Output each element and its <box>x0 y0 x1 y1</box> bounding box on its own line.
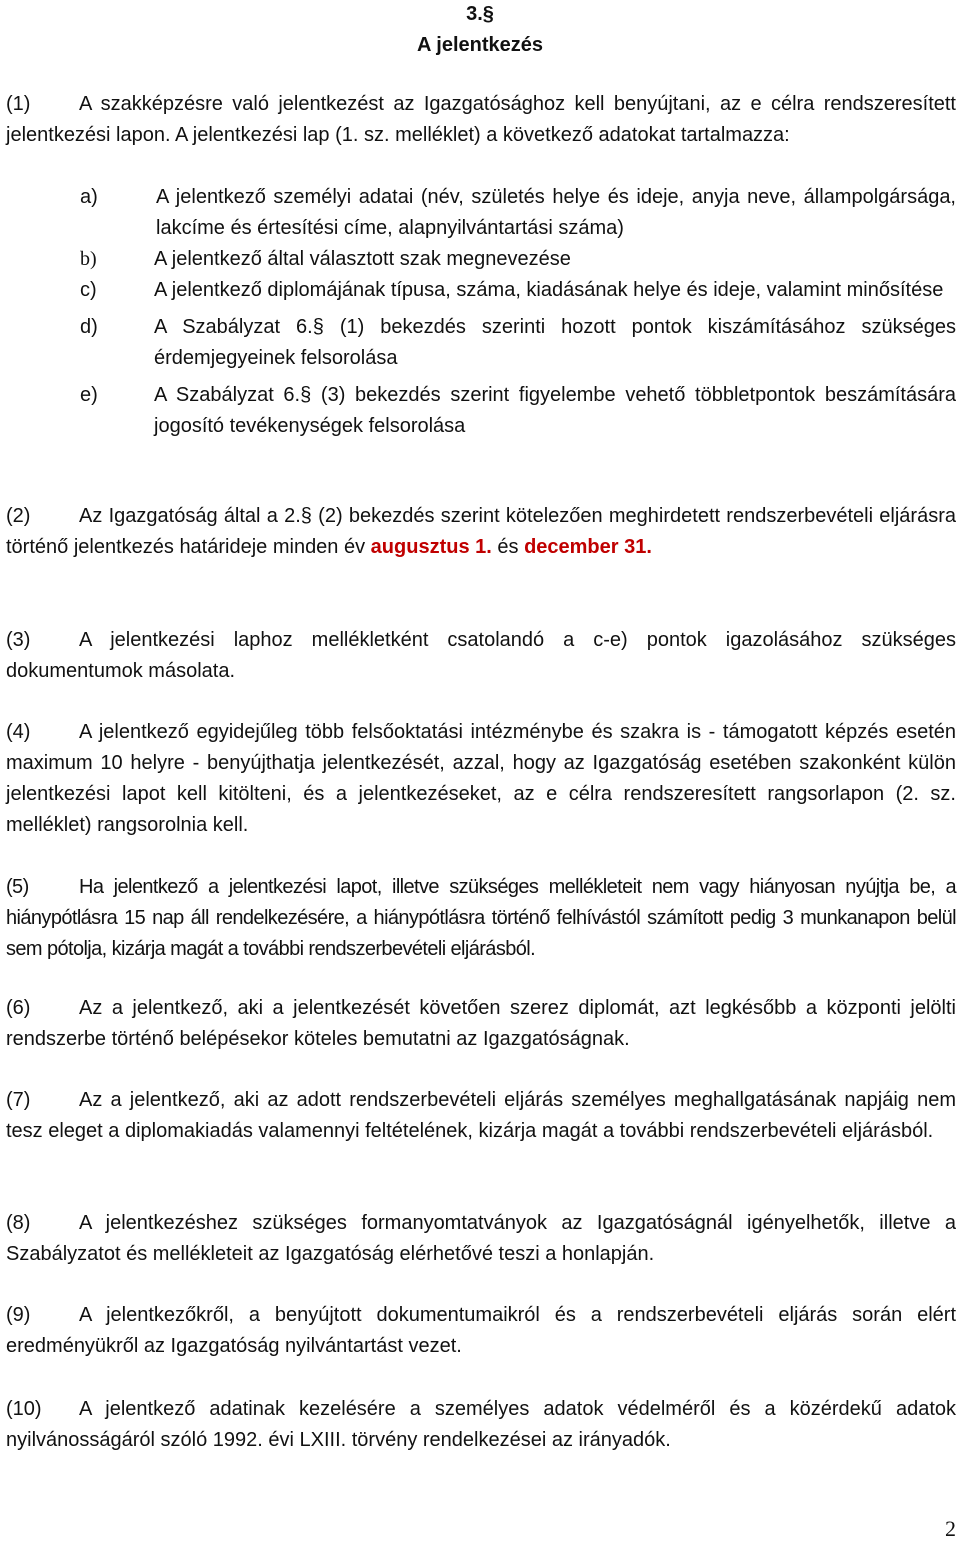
data-list <box>6 182 956 442</box>
paragraph-9 <box>6 1300 956 1362</box>
paragraph-number: (4) <box>6 721 31 743</box>
section-title: A jelentkezés <box>417 34 543 56</box>
list-letter: a) <box>80 186 98 208</box>
list-item-a <box>6 182 956 244</box>
deadline-highlight-1: augusztus 1. <box>370 536 492 558</box>
list-text: A Szabályzat 6.§ (3) bekezdés szerint figyelembe vehető többletpontok beszámítására jogosító tevékenységek felsorolása <box>154 384 956 437</box>
paragraph-number: (9) <box>6 1304 31 1326</box>
list-text: A Szabályzat 6.§ (1) bekezdés szerinti hozott pontok kiszámításához szükséges érdemjegyeinek felsorolása <box>154 316 956 369</box>
list-text: A jelentkező személyi adatai (név, születés helye és ideje, anyja neve, állampolgársága, lakcíme és értesítési címe, alapnyilvántartási száma) <box>156 186 956 239</box>
section-heading <box>0 0 960 61</box>
paragraph-text: A jelentkezőkről, a benyújtott dokumentumaikról és a rendszerbevételi eljárás során elért eredményükről az Igazgatóság nyilvántartást vezet. <box>6 1304 956 1357</box>
list-item-c <box>6 275 956 306</box>
paragraph-number: (5) <box>6 876 29 898</box>
paragraph-number: (8) <box>6 1212 31 1234</box>
list-letter: e) <box>80 384 98 406</box>
paragraph-text: Az a jelentkező, aki az adott rendszerbevételi eljárás személyes meghallgatásának napjáig nem tesz eleget a diplomakiadás valamennyi feltételének, kizárja magát a további rendszerbevételi eljárásból. <box>6 1089 956 1142</box>
paragraph-8 <box>6 1208 956 1270</box>
paragraph-text: A jelentkezéshez szükséges formanyomtatványok az Igazgatóságnál igényelhetők, illetve a Szabályzatot és mellékleteit az Igazgatóság elérhetővé teszi a honlapján. <box>6 1212 956 1265</box>
paragraph-number: (2) <box>6 505 31 527</box>
list-letter: c) <box>80 279 97 301</box>
paragraph-6 <box>6 993 956 1055</box>
list-text: A jelentkező által választott szak megnevezése <box>154 248 571 270</box>
deadline-highlight-2: december 31. <box>524 536 652 558</box>
list-item-d <box>6 312 956 374</box>
paragraph-text: A jelentkező adatinak kezelésére a személyes adatok védelméről és a közérdekű adatok nyilvánosságáról szóló 1992. évi LXIII. törvény rendelkezései az irányadók. <box>6 1398 956 1451</box>
paragraph-text: Az Igazgatóság által a 2.§ (2) bekezdés szerint kötelezően meghirdetett rendszerbevételi eljárásra történő jelentkezés határideje minden év <box>6 505 956 558</box>
paragraph-number: (3) <box>6 629 31 651</box>
paragraph-text: Ha jelentkező a jelentkezési lapot, illetve szükséges mellékleteit nem vagy hiányosan nyújtja be, a hiánypótlásra 15 nap áll rendelkezésére, a hiánypótlásra történő felhívástól számított pedig 3 munkanapon belül sem pótolja, kizárja magát a további rendszerbevételi eljárásból. <box>6 876 956 960</box>
page-number: 2 <box>945 1516 956 1541</box>
list-letter: d) <box>80 316 98 338</box>
section-number: 3.§ <box>466 3 494 25</box>
paragraph-text: A szakképzésre való jelentkezést az Igazgatósághoz kell benyújtani, az e célra rendszeresített jelentkezési lapon. A jelentkezési lap (1. sz. melléklet) a következő adatokat tartalmazza: <box>6 93 956 146</box>
paragraph-3 <box>6 625 956 687</box>
paragraph-2 <box>6 501 956 563</box>
paragraph-number: (6) <box>6 997 31 1019</box>
paragraph-text: Az a jelentkező, aki a jelentkezését követően szerez diplomát, azt legkésőbb a központi jelölti rendszerbe történő belépésekor köteles bemutatni az Igazgatóságnak. <box>6 997 956 1050</box>
paragraph-number: (7) <box>6 1089 31 1111</box>
list-text: A jelentkező diplomájának típusa, száma, kiadásának helye és ideje, valamint minősítése <box>154 279 944 301</box>
paragraph-7 <box>6 1085 956 1147</box>
paragraph-1 <box>6 89 956 151</box>
paragraph-4 <box>6 717 956 841</box>
paragraph-text: A jelentkezési laphoz mellékletként csatolandó a c-e) pontok igazolásához szükséges dokumentumok másolata. <box>6 629 956 682</box>
paragraph-text: és <box>491 536 525 558</box>
list-item-e <box>6 380 956 442</box>
paragraph-text: A jelentkező egyidejűleg több felsőoktatási intézménybe és szakra is - támogatott képzés esetén maximum 10 helyre - benyújthatja jelentkezését, azzal, hogy az Igazgatóság esetében szakonként külön jelentkezési lapot kell kitölteni, és a jelentkezéseket, az e célra rendszeresített rangsorlapon (2. sz. melléklet) rangsorolnia kell. <box>6 721 956 836</box>
paragraph-number: (10) <box>6 1398 42 1420</box>
paragraph-10 <box>6 1394 956 1456</box>
paragraph-5 <box>6 872 956 965</box>
list-letter: b) <box>80 248 97 270</box>
list-item-b <box>6 244 956 275</box>
paragraph-number: (1) <box>6 93 31 115</box>
